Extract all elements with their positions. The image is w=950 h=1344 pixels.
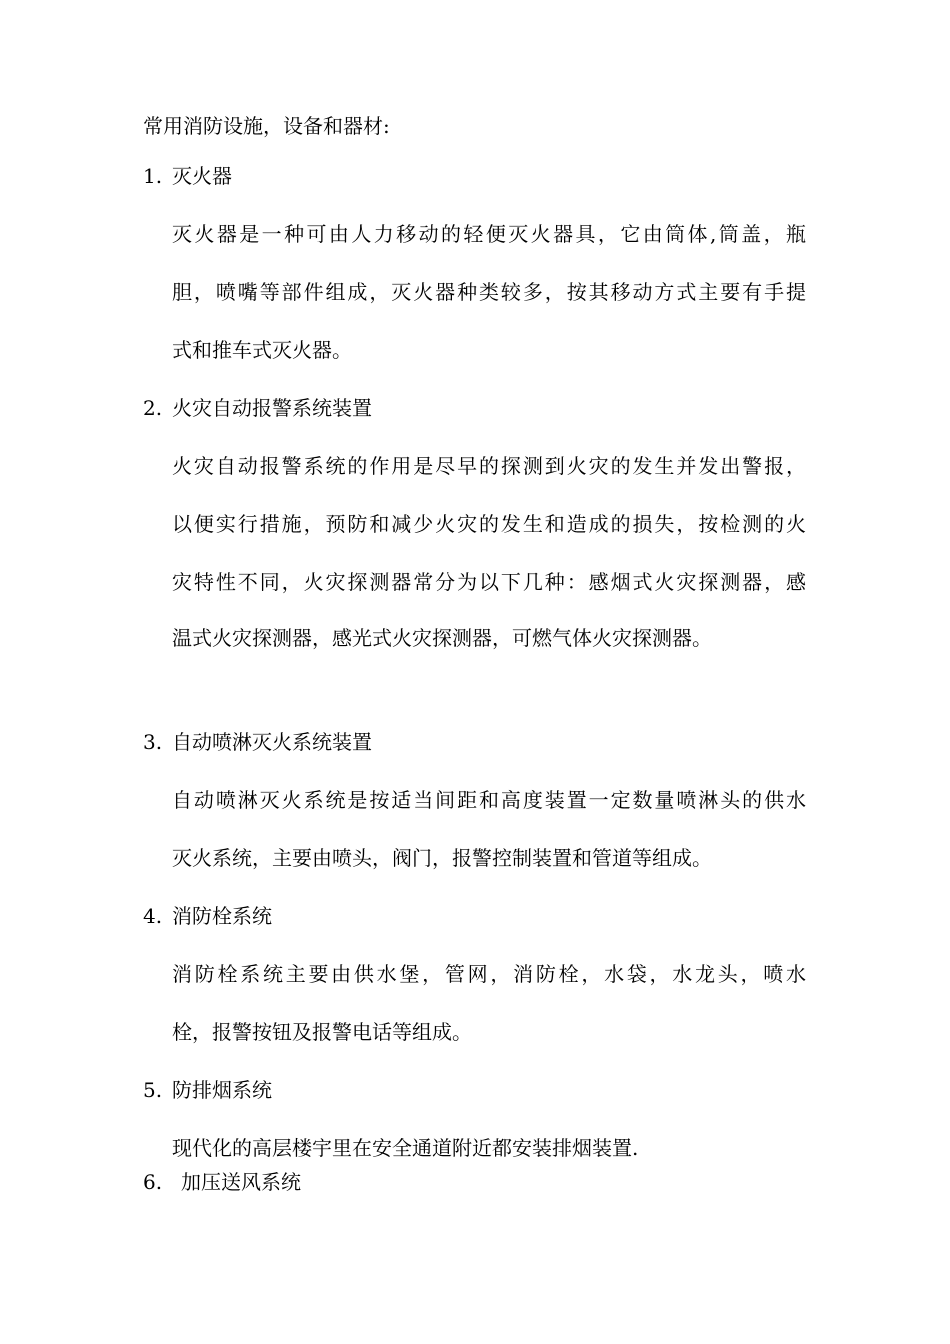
section-number: 5.	[143, 1078, 163, 1102]
section-heading: 防排烟系统	[172, 1078, 272, 1102]
section-number: 1.	[143, 164, 163, 188]
paragraph-line: 温式火灾探测器，感光式火灾探测器，可燃气体火灾探测器。	[172, 626, 712, 650]
section-heading: 灭火器	[172, 164, 232, 188]
paragraph-line: 栓，报警按钮及报警电话等组成。	[172, 1020, 472, 1044]
paragraph-line: 现代化的高层楼宇里在安全通道附近都安装排烟装置.	[172, 1136, 639, 1160]
section-number: 4.	[143, 904, 163, 928]
paragraph-line: 灭火器是一种可由人力移动的轻便灭火器具，它由筒体,筒盖，瓶	[172, 222, 806, 246]
section-number: 3.	[143, 730, 163, 754]
paragraph-line: 灾特性不同，火灾探测器常分为以下几种：感烟式火灾探测器，感	[172, 570, 806, 594]
paragraph-line: 式和推车式灭火器。	[172, 338, 352, 362]
section-number: 6.	[143, 1170, 163, 1194]
section-heading: 加压送风系统	[181, 1170, 301, 1194]
paragraph-line: 自动喷淋灭火系统是按适当间距和高度装置一定数量喷淋头的供水	[172, 788, 806, 812]
paragraph-line: 以便实行措施，预防和减少火灾的发生和造成的损失，按检测的火	[172, 512, 806, 536]
paragraph-line: 消防栓系统主要由供水堡，管网，消防栓，水袋，水龙头，喷水	[172, 962, 806, 986]
paragraph-line: 火灾自动报警系统的作用是尽早的探测到火灾的发生并发出警报，	[172, 454, 806, 478]
section-heading: 自动喷淋灭火系统装置	[172, 730, 372, 754]
paragraph-line: 胆，喷嘴等部件组成，灭火器种类较多，按其移动方式主要有手提	[172, 280, 806, 304]
paragraph-line: 灭火系统，主要由喷头，阀门，报警控制装置和管道等组成。	[172, 846, 712, 870]
section-heading: 火灾自动报警系统装置	[172, 396, 372, 420]
section-number: 2.	[143, 396, 163, 420]
intro-text: 常用消防设施，设备和器材:	[143, 114, 390, 138]
section-heading: 消防栓系统	[172, 904, 272, 928]
